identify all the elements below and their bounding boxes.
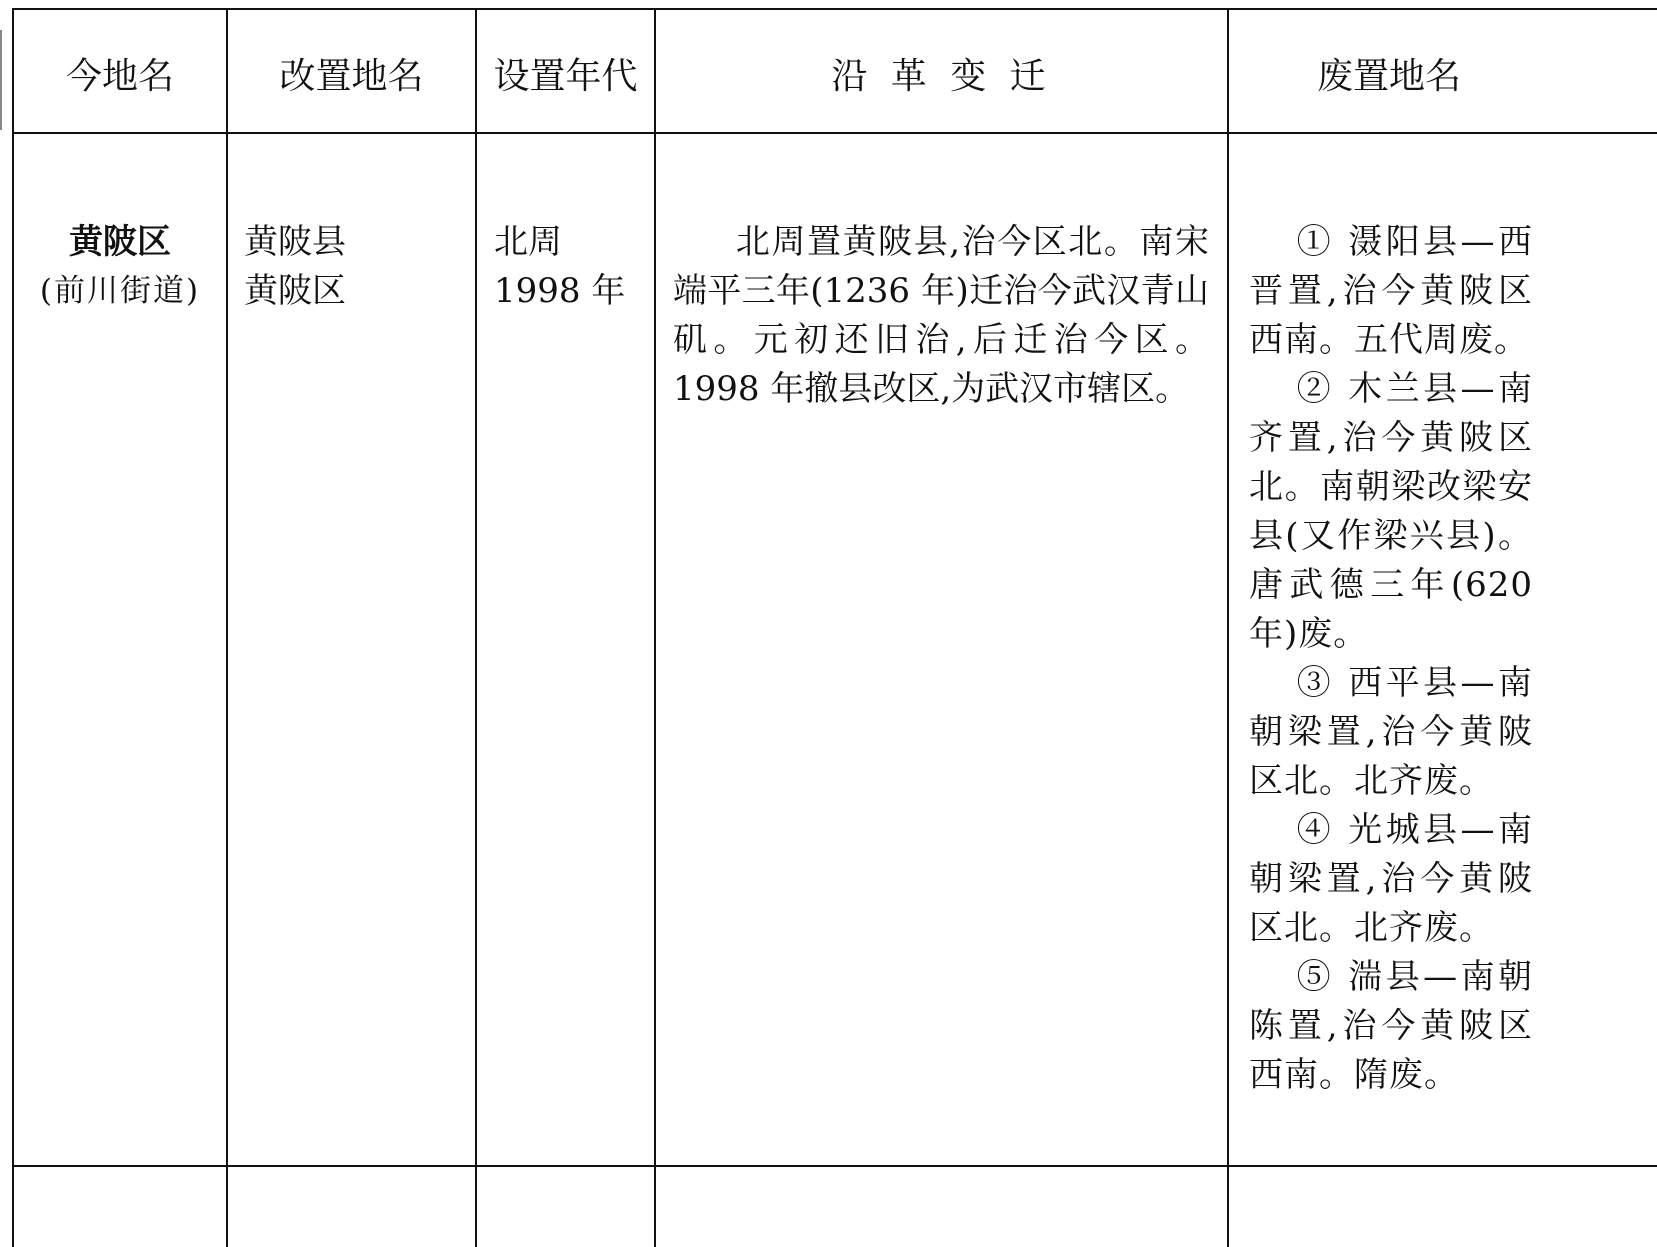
table-left-rule [12,8,14,1247]
established-item: 1998 年 [494,271,626,311]
history-cell [673,218,1209,414]
current-name-cell [14,218,226,316]
current-name: 黄陂区 [69,222,171,262]
page-edge-mark [0,30,6,130]
renamed-name-item: 黄陂县 [244,222,346,262]
header-abolished-name: 废置地名 [1316,56,1461,97]
renamed-names-cell [244,218,464,316]
abolished-entry: ② 木兰县—南齐置,治今黄陂区北。南朝梁改梁安县(又作梁兴县)。唐武德三年(620 年)废。 [1249,369,1533,654]
abolished-entry: ④ 光城县—南朝梁置,治今黄陂区北。北齐废。 [1249,810,1533,948]
column-rule-4 [1227,8,1229,1247]
renamed-name-item: 黄陂区 [244,271,346,311]
abolished-entry: ⑤ 湍县—南朝陈置,治今黄陂区西南。隋废。 [1249,957,1533,1095]
history-text: 北周置黄陂县,治今区北。南宋端平三年(1236 年)迁治今武汉青山矶。元初还旧治,后迁治今区。1998 年撤县改区,为武汉市辖区。 [673,222,1209,409]
abolished-entry: ① 滠阳县—西晋置,治今黄陂区西南。五代周废。 [1249,222,1533,360]
row-bottom-rule [14,1165,1657,1167]
header-established: 设置年代 [493,56,638,97]
column-rule-2 [475,8,477,1247]
established-item: 北周 [494,222,562,262]
abolished-cell [1249,218,1533,1100]
current-name-subdistrict: (前川街道) [39,273,201,309]
column-rule-1 [226,8,228,1247]
header-current-name: 今地名 [65,56,174,97]
established-cell [494,218,644,316]
abolished-entry: ③ 西平县—南朝梁置,治今黄陂区北。北齐废。 [1249,663,1533,801]
column-rule-3 [654,8,656,1247]
header-renamed-name: 改置地名 [279,56,424,97]
header-history: 沿 革 变 迁 [831,56,1052,97]
